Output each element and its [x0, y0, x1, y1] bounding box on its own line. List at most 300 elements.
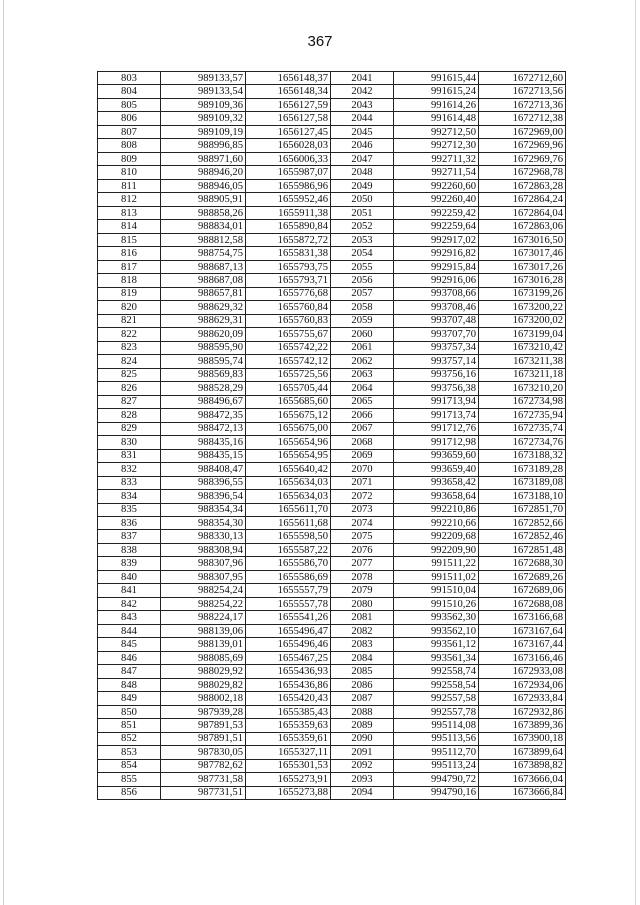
y-coordinate-a-cell: 1655273,88: [246, 786, 331, 799]
point-number-b-cell: 2075: [331, 530, 394, 543]
point-number-a-cell: 835: [98, 503, 161, 516]
x-coordinate-b-cell: 992557,78: [394, 705, 479, 718]
table-row: [98, 152, 566, 165]
point-number-a-cell: 839: [98, 557, 161, 570]
x-coordinate-a-cell: 989109,36: [161, 98, 246, 111]
x-coordinate-b-cell: 991713,74: [394, 409, 479, 422]
point-number-a-cell: 826: [98, 382, 161, 395]
x-coordinate-a-cell: 988595,74: [161, 355, 246, 368]
page-number: 367: [307, 33, 333, 50]
scan-edge-left: [3, 0, 4, 905]
x-coordinate-a-cell: 988435,16: [161, 436, 246, 449]
y-coordinate-a-cell: 1655742,22: [246, 341, 331, 354]
point-number-a-cell: 815: [98, 233, 161, 246]
y-coordinate-b-cell: 1673166,68: [479, 611, 566, 624]
x-coordinate-a-cell: 988528,29: [161, 382, 246, 395]
x-coordinate-a-cell: 988396,54: [161, 490, 246, 503]
table-row: [98, 220, 566, 233]
y-coordinate-b-cell: 1672851,70: [479, 503, 566, 516]
x-coordinate-b-cell: 995113,24: [394, 759, 479, 772]
y-coordinate-a-cell: 1656148,34: [246, 85, 331, 98]
point-number-b-cell: 2059: [331, 314, 394, 327]
x-coordinate-b-cell: 994790,16: [394, 786, 479, 799]
point-number-a-cell: 817: [98, 260, 161, 273]
y-coordinate-b-cell: 1672864,04: [479, 206, 566, 219]
y-coordinate-a-cell: 1655611,70: [246, 503, 331, 516]
y-coordinate-a-cell: 1655301,53: [246, 759, 331, 772]
table-row: [98, 368, 566, 381]
x-coordinate-b-cell: 992557,58: [394, 692, 479, 705]
x-coordinate-a-cell: 988569,83: [161, 368, 246, 381]
y-coordinate-b-cell: 1673166,46: [479, 651, 566, 664]
y-coordinate-b-cell: 1672969,00: [479, 125, 566, 138]
table-row: [98, 233, 566, 246]
y-coordinate-a-cell: 1655675,12: [246, 409, 331, 422]
y-coordinate-a-cell: 1655467,25: [246, 651, 331, 664]
point-number-b-cell: 2081: [331, 611, 394, 624]
point-number-b-cell: 2069: [331, 449, 394, 462]
y-coordinate-b-cell: 1672713,56: [479, 85, 566, 98]
table-row: [98, 436, 566, 449]
table-row: [98, 287, 566, 300]
point-number-b-cell: 2052: [331, 220, 394, 233]
point-number-b-cell: 2054: [331, 247, 394, 260]
x-coordinate-b-cell: 992712,30: [394, 139, 479, 152]
point-number-a-cell: 841: [98, 584, 161, 597]
point-number-b-cell: 2092: [331, 759, 394, 772]
y-coordinate-b-cell: 1672735,74: [479, 422, 566, 435]
y-coordinate-b-cell: 1673017,46: [479, 247, 566, 260]
y-coordinate-b-cell: 1672689,26: [479, 570, 566, 583]
point-number-a-cell: 806: [98, 112, 161, 125]
x-coordinate-b-cell: 992210,66: [394, 516, 479, 529]
x-coordinate-a-cell: 988629,32: [161, 301, 246, 314]
x-coordinate-b-cell: 993757,34: [394, 341, 479, 354]
table-row: [98, 611, 566, 624]
y-coordinate-a-cell: 1655831,38: [246, 247, 331, 260]
coordinates-table: [97, 71, 566, 800]
x-coordinate-b-cell: 993708,66: [394, 287, 479, 300]
x-coordinate-b-cell: 993562,30: [394, 611, 479, 624]
x-coordinate-a-cell: 988307,95: [161, 570, 246, 583]
table-row: [98, 382, 566, 395]
point-number-b-cell: 2076: [331, 543, 394, 556]
x-coordinate-b-cell: 993561,34: [394, 651, 479, 664]
x-coordinate-b-cell: 992260,40: [394, 193, 479, 206]
point-number-b-cell: 2046: [331, 139, 394, 152]
y-coordinate-b-cell: 1672932,86: [479, 705, 566, 718]
x-coordinate-a-cell: 988254,24: [161, 584, 246, 597]
x-coordinate-b-cell: 992712,50: [394, 125, 479, 138]
x-coordinate-b-cell: 992915,84: [394, 260, 479, 273]
x-coordinate-a-cell: 988472,13: [161, 422, 246, 435]
y-coordinate-b-cell: 1672851,48: [479, 543, 566, 556]
x-coordinate-b-cell: 993756,16: [394, 368, 479, 381]
table-row: [98, 732, 566, 745]
y-coordinate-b-cell: 1672968,78: [479, 166, 566, 179]
x-coordinate-b-cell: 991511,22: [394, 557, 479, 570]
y-coordinate-a-cell: 1655598,50: [246, 530, 331, 543]
x-coordinate-b-cell: 992916,82: [394, 247, 479, 260]
point-number-a-cell: 853: [98, 746, 161, 759]
x-coordinate-a-cell: 987939,28: [161, 705, 246, 718]
y-coordinate-a-cell: 1655911,38: [246, 206, 331, 219]
x-coordinate-b-cell: 991615,24: [394, 85, 479, 98]
point-number-b-cell: 2057: [331, 287, 394, 300]
point-number-b-cell: 2047: [331, 152, 394, 165]
point-number-a-cell: 803: [98, 72, 161, 85]
x-coordinate-a-cell: 988812,58: [161, 233, 246, 246]
point-number-a-cell: 837: [98, 530, 161, 543]
x-coordinate-a-cell: 988687,13: [161, 260, 246, 273]
x-coordinate-b-cell: 991713,94: [394, 395, 479, 408]
x-coordinate-a-cell: 988408,47: [161, 463, 246, 476]
x-coordinate-a-cell: 988620,09: [161, 328, 246, 341]
x-coordinate-a-cell: 988946,05: [161, 179, 246, 192]
point-number-a-cell: 822: [98, 328, 161, 341]
point-number-b-cell: 2053: [331, 233, 394, 246]
y-coordinate-a-cell: 1655987,07: [246, 166, 331, 179]
x-coordinate-a-cell: 987782,62: [161, 759, 246, 772]
table-row: [98, 341, 566, 354]
point-number-a-cell: 823: [98, 341, 161, 354]
y-coordinate-b-cell: 1673188,32: [479, 449, 566, 462]
x-coordinate-a-cell: 988595,90: [161, 341, 246, 354]
x-coordinate-b-cell: 991511,02: [394, 570, 479, 583]
x-coordinate-a-cell: 988308,94: [161, 543, 246, 556]
point-number-b-cell: 2051: [331, 206, 394, 219]
x-coordinate-a-cell: 988029,92: [161, 665, 246, 678]
x-coordinate-b-cell: 993757,14: [394, 355, 479, 368]
table-row: [98, 139, 566, 152]
y-coordinate-b-cell: 1673666,04: [479, 773, 566, 786]
y-coordinate-a-cell: 1655705,44: [246, 382, 331, 395]
point-number-a-cell: 855: [98, 773, 161, 786]
table-row: [98, 206, 566, 219]
y-coordinate-a-cell: 1655952,46: [246, 193, 331, 206]
y-coordinate-a-cell: 1655436,93: [246, 665, 331, 678]
x-coordinate-b-cell: 991510,04: [394, 584, 479, 597]
point-number-b-cell: 2060: [331, 328, 394, 341]
y-coordinate-a-cell: 1655359,63: [246, 719, 331, 732]
x-coordinate-a-cell: 988029,82: [161, 678, 246, 691]
x-coordinate-b-cell: 991614,26: [394, 98, 479, 111]
point-number-b-cell: 2058: [331, 301, 394, 314]
x-coordinate-a-cell: 988754,75: [161, 247, 246, 260]
table-row: [98, 314, 566, 327]
point-number-a-cell: 820: [98, 301, 161, 314]
table-row: [98, 328, 566, 341]
y-coordinate-b-cell: 1673189,28: [479, 463, 566, 476]
point-number-b-cell: 2078: [331, 570, 394, 583]
y-coordinate-a-cell: 1655273,91: [246, 773, 331, 786]
point-number-b-cell: 2042: [331, 85, 394, 98]
table-row: [98, 395, 566, 408]
point-number-a-cell: 851: [98, 719, 161, 732]
y-coordinate-b-cell: 1673200,02: [479, 314, 566, 327]
y-coordinate-a-cell: 1656006,33: [246, 152, 331, 165]
point-number-b-cell: 2088: [331, 705, 394, 718]
point-number-b-cell: 2044: [331, 112, 394, 125]
table-row: [98, 247, 566, 260]
point-number-a-cell: 850: [98, 705, 161, 718]
point-number-a-cell: 810: [98, 166, 161, 179]
y-coordinate-a-cell: 1655685,60: [246, 395, 331, 408]
x-coordinate-a-cell: 988354,34: [161, 503, 246, 516]
table-row: [98, 597, 566, 610]
point-number-a-cell: 824: [98, 355, 161, 368]
point-number-a-cell: 812: [98, 193, 161, 206]
table-row: [98, 179, 566, 192]
y-coordinate-a-cell: 1655436,86: [246, 678, 331, 691]
y-coordinate-a-cell: 1655640,42: [246, 463, 331, 476]
point-number-a-cell: 807: [98, 125, 161, 138]
y-coordinate-b-cell: 1673189,08: [479, 476, 566, 489]
point-number-b-cell: 2049: [331, 179, 394, 192]
point-number-a-cell: 805: [98, 98, 161, 111]
point-number-a-cell: 842: [98, 597, 161, 610]
y-coordinate-b-cell: 1673199,26: [479, 287, 566, 300]
x-coordinate-b-cell: 992259,42: [394, 206, 479, 219]
x-coordinate-b-cell: 993707,70: [394, 328, 479, 341]
y-coordinate-a-cell: 1655890,84: [246, 220, 331, 233]
y-coordinate-a-cell: 1656127,45: [246, 125, 331, 138]
point-number-a-cell: 847: [98, 665, 161, 678]
table-row: [98, 422, 566, 435]
x-coordinate-b-cell: 993658,42: [394, 476, 479, 489]
point-number-b-cell: 2087: [331, 692, 394, 705]
point-number-b-cell: 2077: [331, 557, 394, 570]
table-row: [98, 112, 566, 125]
point-number-b-cell: 2061: [331, 341, 394, 354]
point-number-b-cell: 2068: [331, 436, 394, 449]
x-coordinate-b-cell: 993561,12: [394, 638, 479, 651]
y-coordinate-b-cell: 1672688,08: [479, 597, 566, 610]
x-coordinate-a-cell: 988330,13: [161, 530, 246, 543]
x-coordinate-a-cell: 988472,35: [161, 409, 246, 422]
point-number-b-cell: 2066: [331, 409, 394, 422]
y-coordinate-a-cell: 1655634,03: [246, 490, 331, 503]
table-row: [98, 773, 566, 786]
scan-edge-right: [635, 0, 636, 905]
y-coordinate-b-cell: 1672933,84: [479, 692, 566, 705]
y-coordinate-b-cell: 1672934,06: [479, 678, 566, 691]
table-row: [98, 516, 566, 529]
y-coordinate-a-cell: 1655496,47: [246, 624, 331, 637]
y-coordinate-a-cell: 1655611,68: [246, 516, 331, 529]
y-coordinate-a-cell: 1655359,61: [246, 732, 331, 745]
x-coordinate-a-cell: 988496,67: [161, 395, 246, 408]
y-coordinate-b-cell: 1672863,28: [479, 179, 566, 192]
y-coordinate-b-cell: 1673899,36: [479, 719, 566, 732]
point-number-b-cell: 2082: [331, 624, 394, 637]
x-coordinate-a-cell: 988905,91: [161, 193, 246, 206]
point-number-a-cell: 832: [98, 463, 161, 476]
point-number-b-cell: 2074: [331, 516, 394, 529]
x-coordinate-b-cell: 992210,86: [394, 503, 479, 516]
y-coordinate-b-cell: 1672734,98: [479, 395, 566, 408]
y-coordinate-a-cell: 1655654,95: [246, 449, 331, 462]
table-row: [98, 409, 566, 422]
x-coordinate-b-cell: 992711,54: [394, 166, 479, 179]
x-coordinate-b-cell: 993708,46: [394, 301, 479, 314]
y-coordinate-a-cell: 1655327,11: [246, 746, 331, 759]
x-coordinate-a-cell: 987891,51: [161, 732, 246, 745]
table-row: [98, 584, 566, 597]
point-number-b-cell: 2094: [331, 786, 394, 799]
x-coordinate-a-cell: 988307,96: [161, 557, 246, 570]
x-coordinate-b-cell: 991712,76: [394, 422, 479, 435]
x-coordinate-b-cell: 991614,48: [394, 112, 479, 125]
table-row: [98, 543, 566, 556]
y-coordinate-a-cell: 1655872,72: [246, 233, 331, 246]
point-number-b-cell: 2090: [331, 732, 394, 745]
point-number-a-cell: 821: [98, 314, 161, 327]
point-number-b-cell: 2043: [331, 98, 394, 111]
x-coordinate-a-cell: 988224,17: [161, 611, 246, 624]
point-number-a-cell: 818: [98, 274, 161, 287]
table-row: [98, 624, 566, 637]
x-coordinate-a-cell: 987731,58: [161, 773, 246, 786]
y-coordinate-a-cell: 1655385,43: [246, 705, 331, 718]
y-coordinate-a-cell: 1655793,71: [246, 274, 331, 287]
y-coordinate-a-cell: 1655675,00: [246, 422, 331, 435]
point-number-a-cell: 849: [98, 692, 161, 705]
x-coordinate-b-cell: 992917,02: [394, 233, 479, 246]
table-row: [98, 759, 566, 772]
table-row: [98, 705, 566, 718]
y-coordinate-a-cell: 1655776,68: [246, 287, 331, 300]
y-coordinate-b-cell: 1673666,84: [479, 786, 566, 799]
point-number-a-cell: 813: [98, 206, 161, 219]
y-coordinate-b-cell: 1673016,50: [479, 233, 566, 246]
x-coordinate-a-cell: 988834,01: [161, 220, 246, 233]
x-coordinate-b-cell: 992558,54: [394, 678, 479, 691]
y-coordinate-b-cell: 1673167,64: [479, 624, 566, 637]
table-row: [98, 746, 566, 759]
point-number-a-cell: 819: [98, 287, 161, 300]
y-coordinate-a-cell: 1655755,67: [246, 328, 331, 341]
table-row: [98, 85, 566, 98]
point-number-a-cell: 854: [98, 759, 161, 772]
x-coordinate-b-cell: 991510,26: [394, 597, 479, 610]
point-number-b-cell: 2089: [331, 719, 394, 732]
table-row: [98, 638, 566, 651]
table-row: [98, 786, 566, 799]
table-row: [98, 125, 566, 138]
x-coordinate-b-cell: 993756,38: [394, 382, 479, 395]
table-row: [98, 449, 566, 462]
point-number-a-cell: 856: [98, 786, 161, 799]
x-coordinate-a-cell: 988858,26: [161, 206, 246, 219]
y-coordinate-b-cell: 1673210,20: [479, 382, 566, 395]
point-number-b-cell: 2073: [331, 503, 394, 516]
table-row: [98, 98, 566, 111]
y-coordinate-b-cell: 1672712,38: [479, 112, 566, 125]
y-coordinate-b-cell: 1672852,66: [479, 516, 566, 529]
x-coordinate-a-cell: 988254,22: [161, 597, 246, 610]
table-row: [98, 166, 566, 179]
x-coordinate-b-cell: 992260,60: [394, 179, 479, 192]
y-coordinate-a-cell: 1655420,43: [246, 692, 331, 705]
point-number-a-cell: 829: [98, 422, 161, 435]
point-number-b-cell: 2083: [331, 638, 394, 651]
x-coordinate-a-cell: 987891,53: [161, 719, 246, 732]
x-coordinate-a-cell: 988139,01: [161, 638, 246, 651]
x-coordinate-b-cell: 991615,44: [394, 72, 479, 85]
point-number-b-cell: 2072: [331, 490, 394, 503]
table-row: [98, 665, 566, 678]
table-row: [98, 503, 566, 516]
y-coordinate-b-cell: 1672735,94: [479, 409, 566, 422]
point-number-a-cell: 804: [98, 85, 161, 98]
x-coordinate-a-cell: 989109,32: [161, 112, 246, 125]
x-coordinate-a-cell: 988396,55: [161, 476, 246, 489]
y-coordinate-a-cell: 1655760,83: [246, 314, 331, 327]
x-coordinate-a-cell: 989109,19: [161, 125, 246, 138]
point-number-b-cell: 2071: [331, 476, 394, 489]
y-coordinate-a-cell: 1655760,84: [246, 301, 331, 314]
point-number-a-cell: 825: [98, 368, 161, 381]
table-row: [98, 490, 566, 503]
y-coordinate-a-cell: 1655496,46: [246, 638, 331, 651]
y-coordinate-b-cell: 1673188,10: [479, 490, 566, 503]
point-number-a-cell: 811: [98, 179, 161, 192]
y-coordinate-b-cell: 1673200,22: [479, 301, 566, 314]
y-coordinate-a-cell: 1655557,79: [246, 584, 331, 597]
x-coordinate-b-cell: 992259,64: [394, 220, 479, 233]
y-coordinate-b-cell: 1672933,08: [479, 665, 566, 678]
x-coordinate-b-cell: 995112,70: [394, 746, 479, 759]
y-coordinate-b-cell: 1673898,82: [479, 759, 566, 772]
table-row: [98, 651, 566, 664]
point-number-b-cell: 2065: [331, 395, 394, 408]
point-number-b-cell: 2064: [331, 382, 394, 395]
x-coordinate-b-cell: 993658,64: [394, 490, 479, 503]
x-coordinate-a-cell: 988085,69: [161, 651, 246, 664]
y-coordinate-b-cell: 1672713,36: [479, 98, 566, 111]
table-row: [98, 274, 566, 287]
y-coordinate-b-cell: 1672712,60: [479, 72, 566, 85]
x-coordinate-a-cell: 988139,06: [161, 624, 246, 637]
x-coordinate-a-cell: 988435,15: [161, 449, 246, 462]
x-coordinate-b-cell: 992558,74: [394, 665, 479, 678]
table-row: [98, 463, 566, 476]
point-number-b-cell: 2067: [331, 422, 394, 435]
point-number-a-cell: 809: [98, 152, 161, 165]
table-row: [98, 678, 566, 691]
table-row: [98, 72, 566, 85]
y-coordinate-a-cell: 1656028,03: [246, 139, 331, 152]
point-number-a-cell: 828: [98, 409, 161, 422]
x-coordinate-a-cell: 988354,30: [161, 516, 246, 529]
point-number-b-cell: 2041: [331, 72, 394, 85]
y-coordinate-b-cell: 1673211,18: [479, 368, 566, 381]
x-coordinate-a-cell: 987830,05: [161, 746, 246, 759]
x-coordinate-b-cell: 993659,60: [394, 449, 479, 462]
y-coordinate-a-cell: 1655742,12: [246, 355, 331, 368]
x-coordinate-b-cell: 992209,68: [394, 530, 479, 543]
point-number-a-cell: 852: [98, 732, 161, 745]
point-number-a-cell: 833: [98, 476, 161, 489]
x-coordinate-b-cell: 992916,06: [394, 274, 479, 287]
x-coordinate-a-cell: 989133,57: [161, 72, 246, 85]
y-coordinate-b-cell: 1672689,06: [479, 584, 566, 597]
point-number-b-cell: 2045: [331, 125, 394, 138]
y-coordinate-b-cell: 1672969,96: [479, 139, 566, 152]
point-number-a-cell: 846: [98, 651, 161, 664]
y-coordinate-a-cell: 1656127,58: [246, 112, 331, 125]
